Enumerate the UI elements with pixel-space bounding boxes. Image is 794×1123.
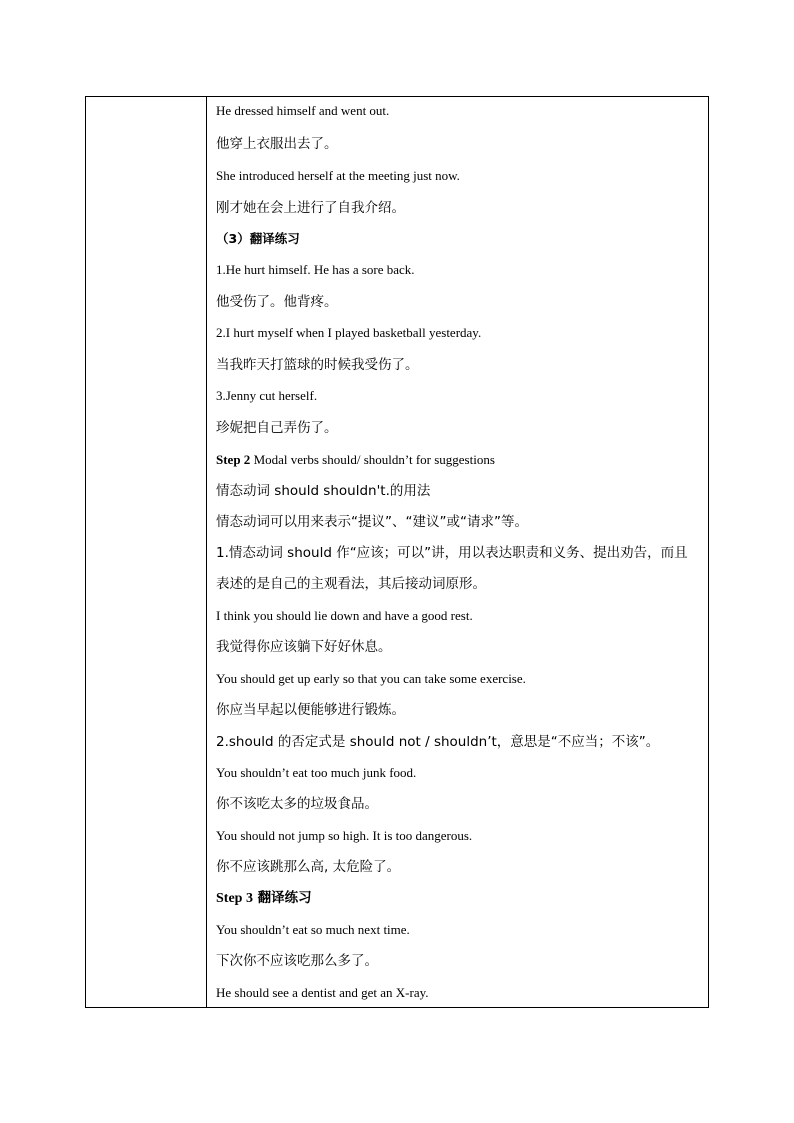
- grammar-note-zh: 情态动词 should shouldn't.的用法: [216, 483, 431, 499]
- exercise-translation-zh: 当我昨天打篮球的时候我受伤了。: [216, 357, 419, 373]
- step-2-label: Step 2: [216, 452, 251, 467]
- grammar-note-zh: 2.should 的否定式是 should not / shouldn’t，意思是“不应当；不该”。: [216, 734, 660, 750]
- step-2-heading: [216, 451, 495, 469]
- lesson-table: [85, 96, 709, 1008]
- exercise-translation-zh: 他受伤了。他背疼。: [216, 294, 338, 310]
- exercise-translation-zh: 下次你不应该吃那么多了。: [216, 953, 378, 969]
- example-translation-zh: 你应当早起以便能够进行锻炼。: [216, 702, 405, 718]
- example-translation-zh: 我觉得你应该躺下好好休息。: [216, 639, 392, 655]
- exercise-sentence-en: 3.Jenny cut herself.: [216, 388, 318, 403]
- example-translation-zh: 你不该吃太多的垃圾食品。: [216, 796, 378, 812]
- grammar-note-zh: 1.情态动词 should 作“应该；可以”讲，用以表达职责和义务、提出劝告，而且: [216, 545, 688, 561]
- right-column-cell: [208, 97, 708, 1007]
- example-sentence-en: You should not jump so high. It is too dangerous.: [216, 828, 473, 843]
- step-3-heading: [216, 889, 312, 908]
- example-sentence-en: You shouldn’t eat too much junk food.: [216, 765, 417, 780]
- example-sentence-en: I think you should lie down and have a good rest.: [216, 608, 473, 623]
- example-sentence-en: She introduced herself at the meeting just now.: [216, 168, 460, 183]
- section-heading: （3）翻译练习: [216, 231, 300, 246]
- exercise-translation-zh: 珍妮把自己弄伤了。: [216, 420, 338, 436]
- grammar-note-zh: 表述的是自己的主观看法，其后接动词原形。: [216, 576, 486, 592]
- step-3-label: Step 3: [216, 891, 253, 906]
- example-translation-zh: 你不应该跳那么高, 太危险了。: [216, 859, 401, 875]
- example-sentence-en: He dressed himself and went out.: [216, 103, 390, 118]
- step-2-title: Modal verbs should/ shouldn’t for suggestions: [250, 452, 495, 467]
- exercise-sentence-en: 2.I hurt myself when I played basketball yesterday.: [216, 325, 482, 340]
- example-translation-zh: 刚才她在会上进行了自我介绍。: [216, 200, 405, 216]
- example-sentence-en: You should get up early so that you can take some exercise.: [216, 671, 526, 686]
- step-3-title: 翻译练习: [252, 890, 312, 906]
- grammar-note-zh: 情态动词可以用来表示“提议”、“建议”或“请求”等。: [216, 514, 528, 530]
- exercise-sentence-en: You shouldn’t eat so much next time.: [216, 922, 410, 937]
- left-column-cell: [86, 97, 207, 1007]
- example-translation-zh: 他穿上衣服出去了。: [216, 136, 338, 152]
- exercise-sentence-en: 1.He hurt himself. He has a sore back.: [216, 262, 415, 277]
- exercise-sentence-en: He should see a dentist and get an X-ray.: [216, 985, 429, 1000]
